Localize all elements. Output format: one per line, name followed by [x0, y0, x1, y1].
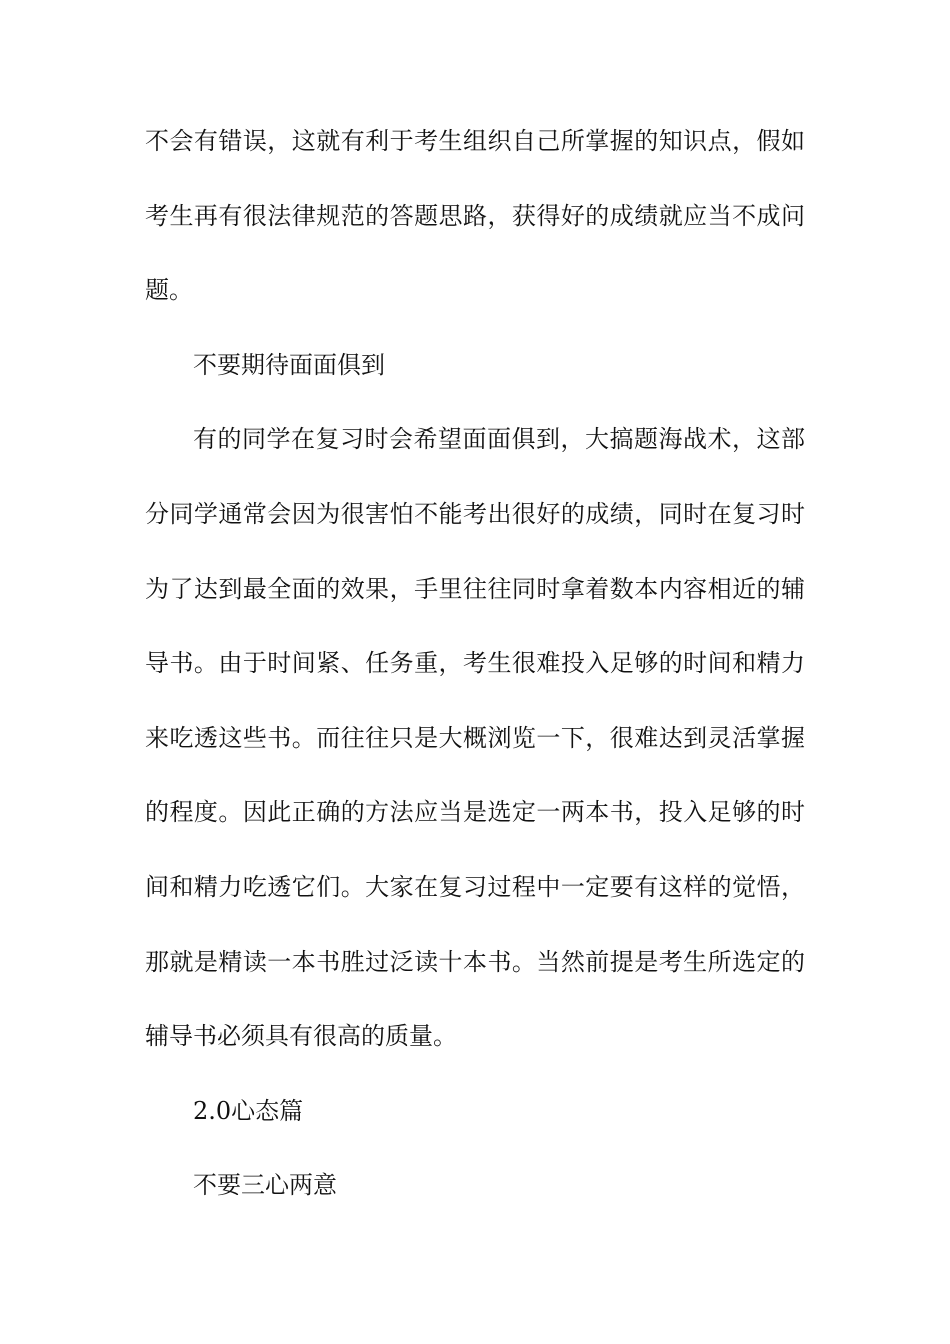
paragraph-line: 分同学通常会因为很害怕不能考出很好的成绩，同时在复习时 — [145, 499, 805, 528]
paragraph-line: 为了达到最全面的效果，手里往往同时拿着数本内容相近的辅 — [145, 574, 805, 603]
paragraph-line: 间和精力吃透它们。大家在复习过程中一定要有这样的觉悟， — [145, 872, 805, 901]
paragraph-line: 来吃透这些书。而往往只是大概浏览一下，很难达到灵活掌握 — [145, 723, 805, 752]
paragraph-line: 考生再有很法律规范的答题思路，获得好的成绩就应当不成问 — [145, 201, 805, 230]
paragraph-line: 不会有错误，这就有利于考生组织自己所掌握的知识点，假如 — [145, 127, 805, 155]
section-heading: 2.0心态篇 — [193, 1096, 304, 1125]
document-body — [145, 129, 805, 1248]
paragraph-line: 有的同学在复习时会希望面面俱到，大搞题海战术，这部 — [193, 425, 805, 454]
paragraph-line: 的程度。因此正确的方法应当是选定一两本书，投入足够的时 — [145, 798, 805, 827]
paragraph-line: 题。 — [145, 276, 193, 305]
paragraph-line: 导书。由于时间紧、任务重，考生很难投入足够的时间和精力 — [145, 649, 805, 678]
section-heading: 不要期待面面俱到 — [193, 350, 385, 379]
paragraph-line: 那就是精读一本书胜过泛读十本书。当然前提是考生所选定的 — [145, 947, 805, 976]
paragraph-line: 辅导书必须具有很高的质量。 — [145, 1022, 457, 1051]
section-heading: 不要三心两意 — [193, 1171, 337, 1200]
